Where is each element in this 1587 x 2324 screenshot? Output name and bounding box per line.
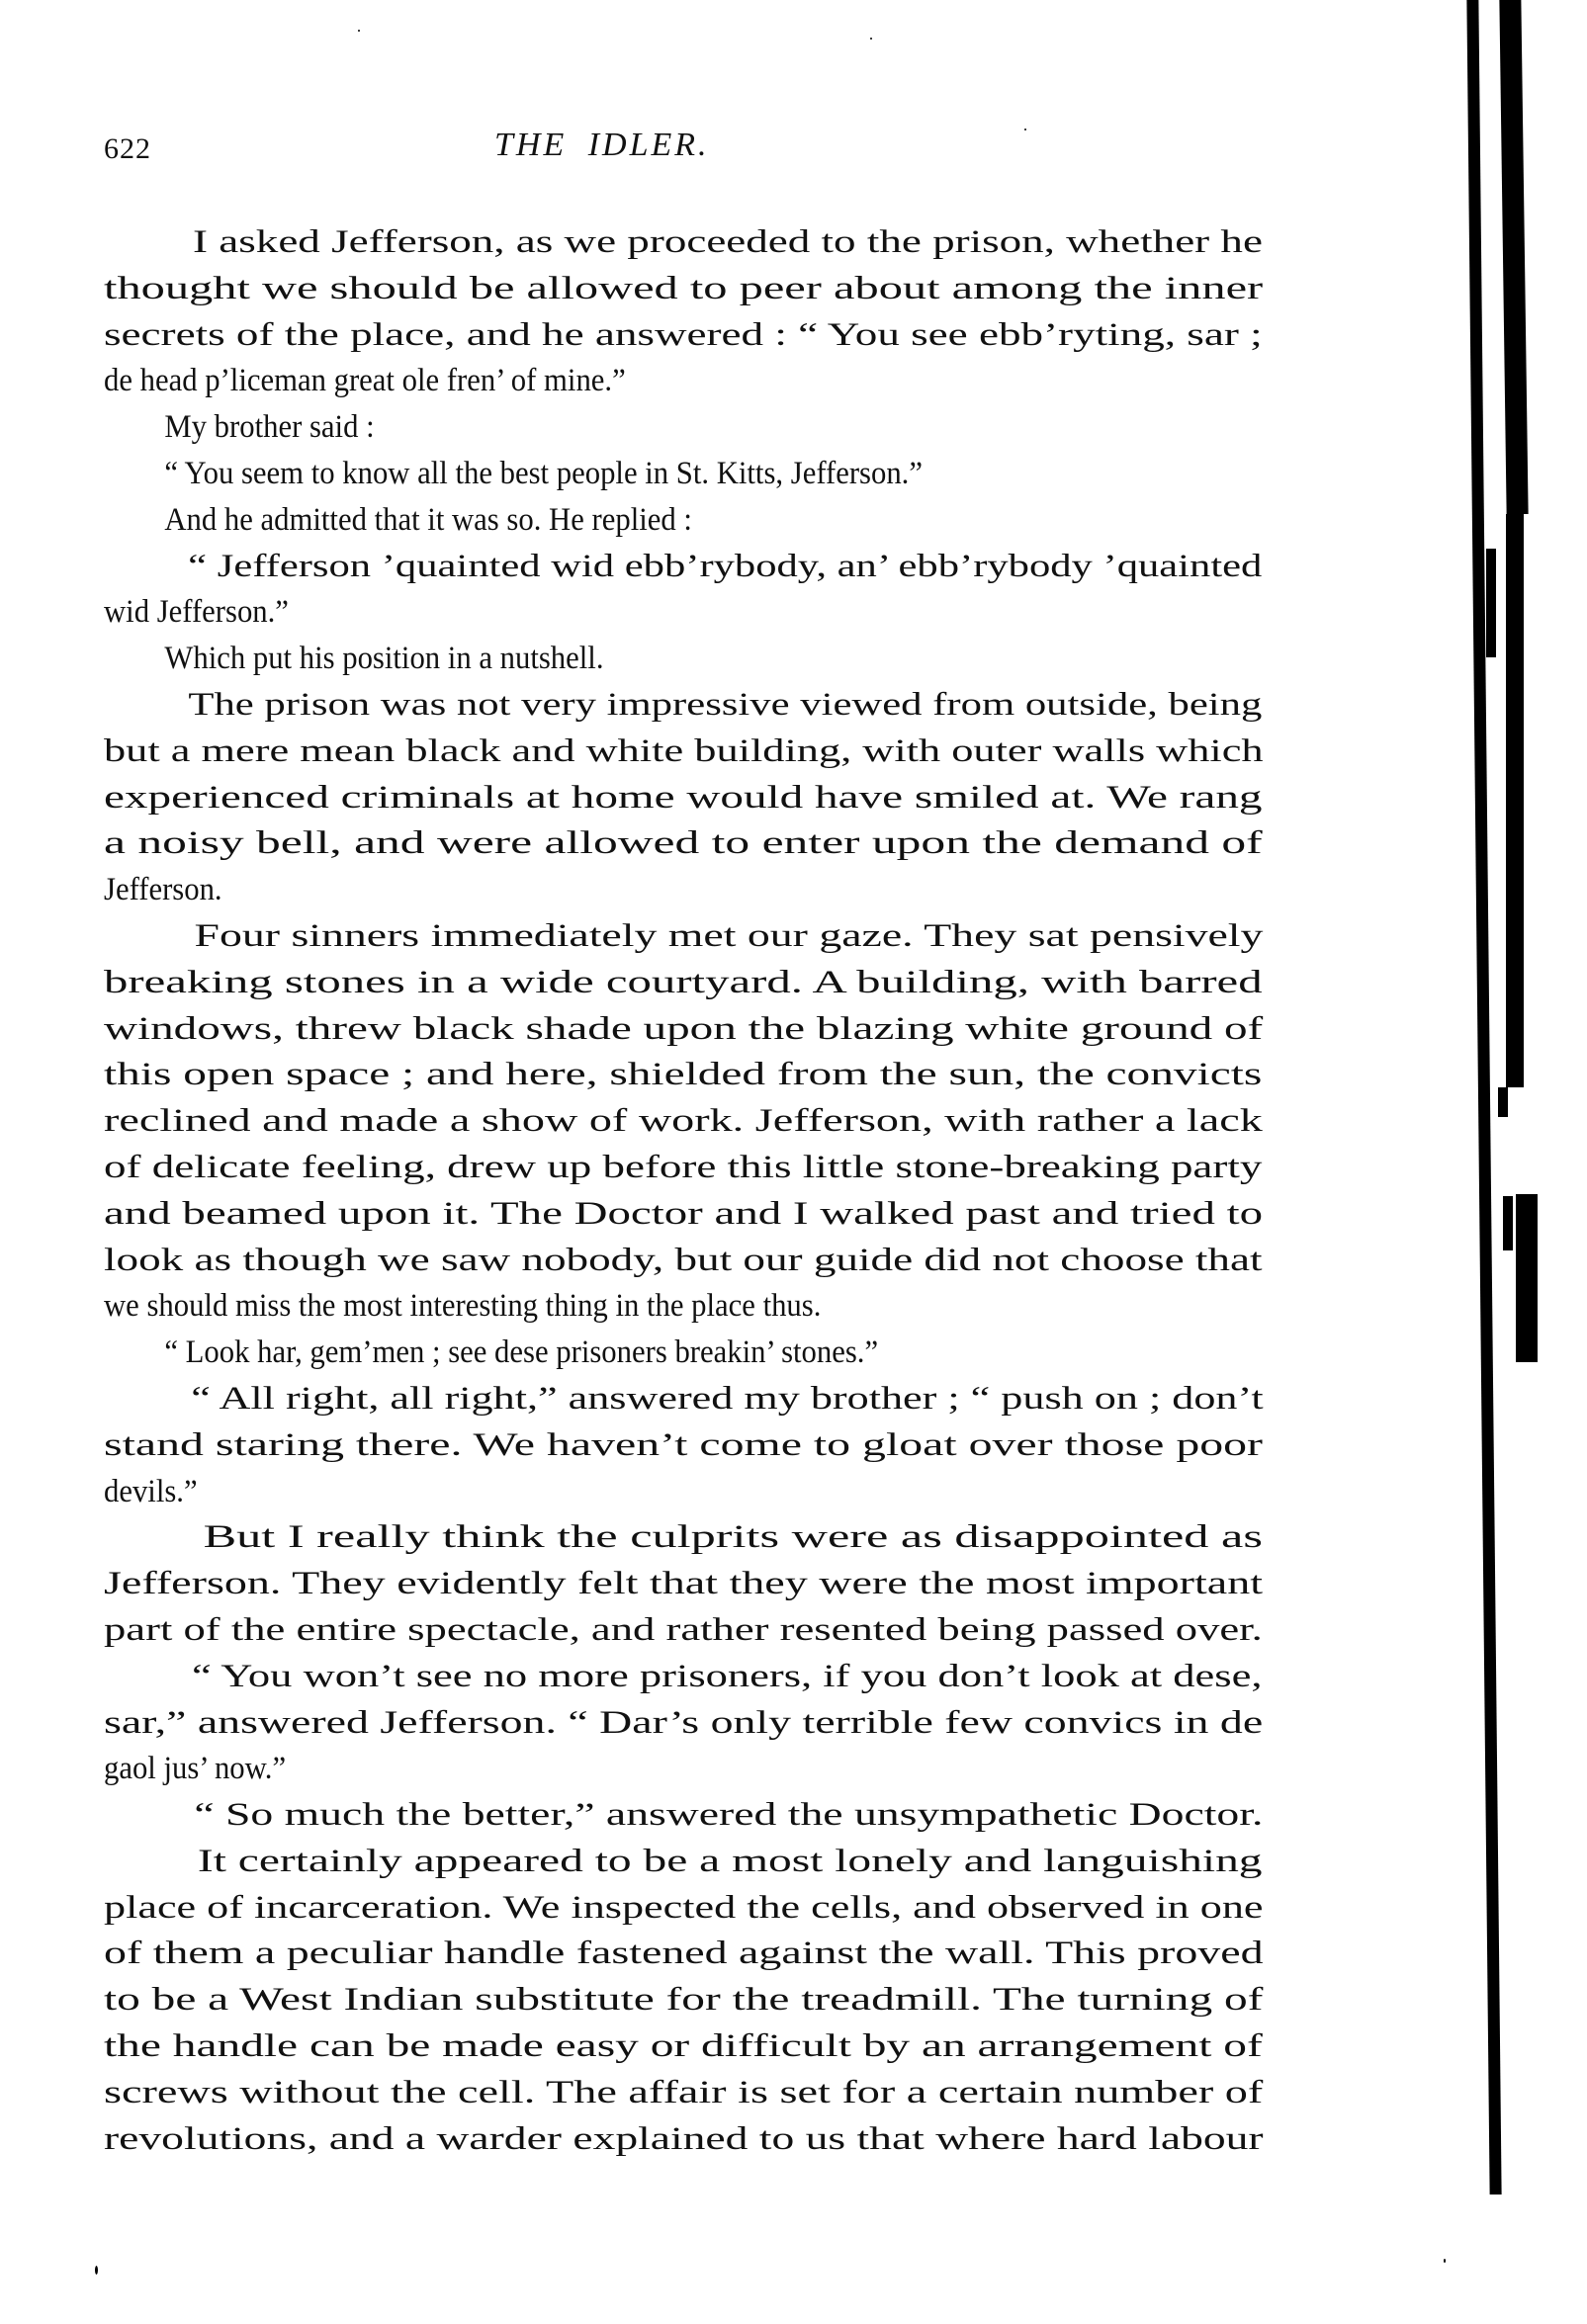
text-line: but a mere mean black and white building, with outer walls which bbox=[104, 732, 1264, 769]
text-line: Which put his position in a nutshell. bbox=[164, 641, 604, 677]
text-line: “ You won’t see no more prisoners, if you don’t look at dese, bbox=[192, 1658, 1263, 1694]
text-line: stand staring there. We haven’t come to gloat over those poor bbox=[104, 1426, 1263, 1463]
text-line: this open space ; and here, shielded from the sun, the convicts bbox=[104, 1057, 1263, 1093]
scan-speck bbox=[870, 38, 872, 40]
text-line: look as though we saw nobody, but our guide did not choose that bbox=[104, 1242, 1263, 1278]
text-line: secrets of the place, and he answered : “ You see ebb’ryting, sar ; bbox=[104, 316, 1263, 353]
text-line: we should miss the most interesting thing in the place thus. bbox=[104, 1288, 822, 1325]
text-line: The prison was not very impressive viewed from outside, being bbox=[188, 686, 1263, 723]
text-line: “ So much the better,” answered the unsympathetic Doctor. bbox=[194, 1797, 1264, 1834]
text-line: thought we should be allowed to peer about among the inner bbox=[104, 270, 1264, 306]
text-line: the handle can be made easy or difficult by an arrangement of bbox=[104, 2028, 1263, 2065]
scan-speck bbox=[358, 30, 360, 32]
journal-title: THE IDLER. bbox=[494, 127, 710, 163]
text-line: of delicate feeling, drew up before this little stone-breaking party bbox=[104, 1149, 1263, 1185]
text-line: And he admitted that it was so. He replied : bbox=[164, 501, 692, 538]
running-head bbox=[104, 127, 1261, 170]
text-line: part of the entire spectacle, and rather resented being passed over. bbox=[104, 1611, 1263, 1648]
text-line: gaol jus’ now.” bbox=[104, 1751, 287, 1787]
text-line: place of incarceration. We inspected the cells, and observed in one bbox=[104, 1889, 1264, 1926]
binding-gutter-shadow bbox=[1478, 0, 1587, 2324]
text-line: breaking stones in a wide courtyard. A building, with barred bbox=[104, 964, 1263, 1000]
body-text bbox=[104, 219, 1263, 2162]
text-line: devils.” bbox=[104, 1473, 198, 1509]
text-line: of them a peculiar handle fastened against the wall. This proved bbox=[104, 1936, 1264, 1972]
text-line: My brother said : bbox=[164, 409, 375, 446]
text-line: de head p’liceman great ole fren’ of mine.” bbox=[104, 363, 626, 399]
text-line: I asked Jefferson, as we proceeded to the prison, whether he bbox=[193, 224, 1263, 260]
text-line: But I really think the culprits were as disappointed as bbox=[203, 1519, 1263, 1556]
text-line: “ All right, all right,” answered my brother ; “ push on ; don’t bbox=[191, 1380, 1264, 1417]
text-line: a noisy bell, and were allowed to enter upon the demand of bbox=[104, 825, 1263, 862]
text-line: It certainly appeared to be a most lonely and languishing bbox=[197, 1843, 1263, 1879]
text-line: “ You seem to know all the best people in St. Kitts, Jefferson.” bbox=[164, 455, 923, 491]
text-line: “ Jefferson ’quainted wid ebb’rybody, an’ ebb’rybody ’quainted bbox=[188, 548, 1263, 584]
text-line: reclined and made a show of work. Jefferson, with rather a lack bbox=[104, 1103, 1263, 1140]
text-line: and beamed upon it. The Doctor and I walked past and tried to bbox=[104, 1195, 1264, 1232]
text-line: windows, threw black shade upon the blazing white ground of bbox=[104, 1010, 1264, 1047]
page-number: 622 bbox=[104, 132, 151, 165]
text-line: Jefferson. They evidently felt that they were the most important bbox=[104, 1566, 1264, 1602]
scan-speck bbox=[1444, 2259, 1446, 2263]
scan-speck bbox=[1024, 129, 1026, 130]
text-line: experienced criminals at home would have smiled at. We rang bbox=[104, 779, 1263, 816]
text-line: Jefferson. bbox=[104, 872, 222, 908]
text-line: screws without the cell. The affair is set for a certain number of bbox=[104, 2074, 1264, 2110]
scan-speck bbox=[95, 2266, 98, 2275]
text-line: “ Look har, gem’men ; see dese prisoners breakin’ stones.” bbox=[164, 1334, 879, 1371]
text-line: wid Jefferson.” bbox=[104, 594, 289, 631]
text-line: sar,” answered Jefferson. “ Dar’s only terrible few convics in de bbox=[104, 1704, 1264, 1741]
text-line: Four sinners immediately met our gaze. They sat pensively bbox=[194, 917, 1264, 954]
text-line: to be a West Indian substitute for the treadmill. The turning of bbox=[104, 1982, 1264, 2019]
text-line: revolutions, and a warder explained to us that where hard labour bbox=[104, 2120, 1264, 2157]
